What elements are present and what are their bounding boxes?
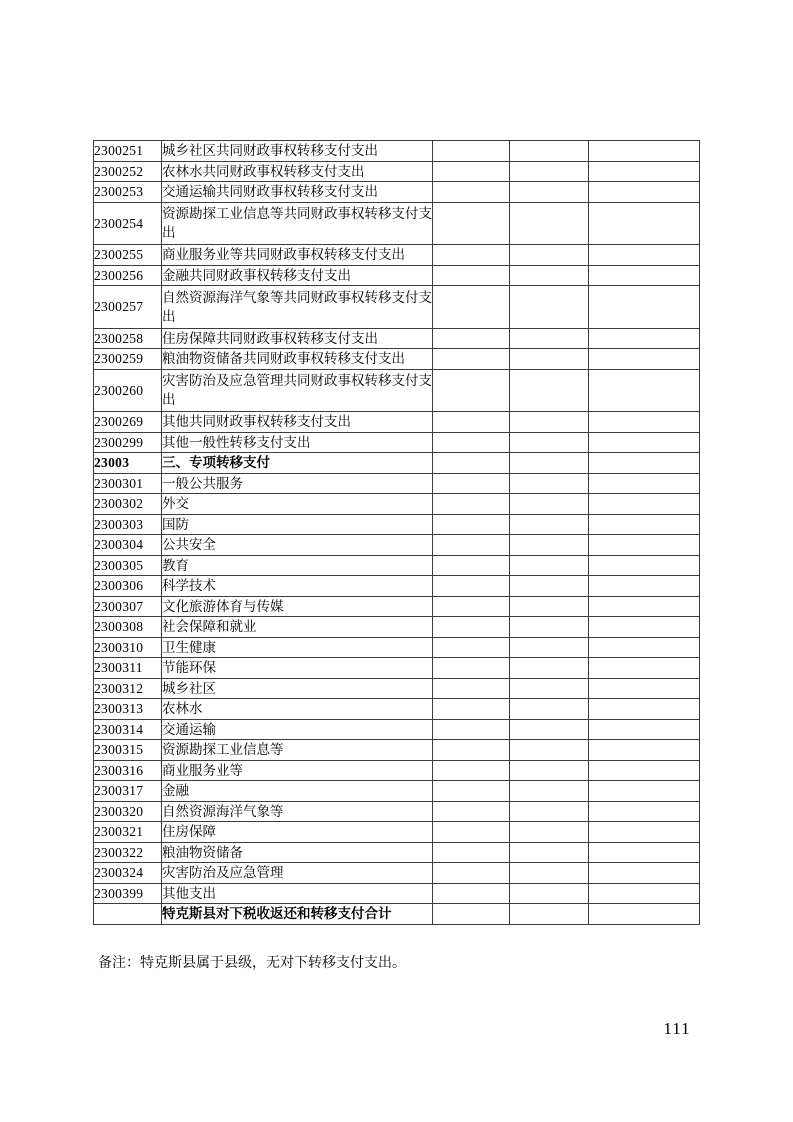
table-row (94, 141, 700, 162)
value-cell (589, 740, 700, 761)
value-cell (433, 678, 510, 699)
table-row (94, 719, 700, 740)
value-cell (433, 842, 510, 863)
table-row (94, 286, 700, 329)
description-cell: 金融共同财政事权转移支付支出 (162, 265, 433, 286)
value-cell (510, 576, 589, 597)
value-cell (510, 494, 589, 515)
value-cell (510, 637, 589, 658)
value-cell (433, 740, 510, 761)
code-cell: 2300316 (94, 760, 162, 781)
code-cell: 2300257 (94, 286, 162, 329)
table-row (94, 161, 700, 182)
table-row (94, 432, 700, 453)
table-row (94, 182, 700, 203)
description-cell: 城乡社区 (162, 678, 433, 699)
description-cell: 商业服务业等 (162, 760, 433, 781)
value-cell (589, 596, 700, 617)
value-cell (589, 286, 700, 329)
code-cell: 2300308 (94, 617, 162, 638)
value-cell (589, 719, 700, 740)
value-cell (510, 161, 589, 182)
description-cell: 粮油物资储备 (162, 842, 433, 863)
value-cell (589, 473, 700, 494)
value-cell (510, 412, 589, 433)
page-number: 111 (663, 1019, 691, 1038)
description-cell: 自然资源海洋气象等 (162, 801, 433, 822)
value-cell (510, 904, 589, 925)
value-cell (510, 473, 589, 494)
code-cell: 2300259 (94, 349, 162, 370)
value-cell (589, 412, 700, 433)
description-cell: 卫生健康 (162, 637, 433, 658)
value-cell (433, 699, 510, 720)
value-cell (589, 161, 700, 182)
description-cell: 一般公共服务 (162, 473, 433, 494)
value-cell (433, 596, 510, 617)
code-cell: 2300310 (94, 637, 162, 658)
value-cell (589, 637, 700, 658)
value-cell (589, 678, 700, 699)
value-cell (433, 349, 510, 370)
description-cell: 城乡社区共同财政事权转移支付支出 (162, 141, 433, 162)
description-cell: 外交 (162, 494, 433, 515)
code-cell: 2300252 (94, 161, 162, 182)
code-cell: 2300307 (94, 596, 162, 617)
value-cell (589, 658, 700, 679)
value-cell (589, 576, 700, 597)
value-cell (433, 369, 510, 412)
value-cell (433, 141, 510, 162)
value-cell (510, 740, 589, 761)
description-cell: 农林水 (162, 699, 433, 720)
table-row (94, 904, 700, 925)
description-cell: 节能环保 (162, 658, 433, 679)
table-row (94, 822, 700, 843)
code-cell: 2300314 (94, 719, 162, 740)
description-cell: 社会保障和就业 (162, 617, 433, 638)
value-cell (433, 904, 510, 925)
description-cell: 粮油物资储备共同财政事权转移支付支出 (162, 349, 433, 370)
value-cell (510, 453, 589, 474)
code-cell: 2300253 (94, 182, 162, 203)
value-cell (510, 801, 589, 822)
table-row (94, 369, 700, 412)
value-cell (510, 182, 589, 203)
code-cell: 2300321 (94, 822, 162, 843)
value-cell (433, 432, 510, 453)
code-cell: 2300399 (94, 883, 162, 904)
description-cell: 三、专项转移支付 (162, 453, 433, 474)
value-cell (433, 453, 510, 474)
code-cell: 2300312 (94, 678, 162, 699)
table-row (94, 883, 700, 904)
code-cell: 2300311 (94, 658, 162, 679)
value-cell (589, 245, 700, 266)
description-cell: 教育 (162, 555, 433, 576)
code-cell: 2300299 (94, 432, 162, 453)
code-cell: 2300254 (94, 202, 162, 245)
value-cell (589, 265, 700, 286)
code-cell: 2300258 (94, 328, 162, 349)
description-cell: 特克斯县对下税收返还和转移支付合计 (162, 904, 433, 925)
code-cell: 2300301 (94, 473, 162, 494)
value-cell (510, 760, 589, 781)
description-cell: 其他支出 (162, 883, 433, 904)
description-cell: 灾害防治及应急管理 (162, 863, 433, 884)
code-cell: 2300320 (94, 801, 162, 822)
code-cell: 2300324 (94, 863, 162, 884)
code-cell: 2300303 (94, 514, 162, 535)
table-row (94, 576, 700, 597)
code-cell: 2300322 (94, 842, 162, 863)
table-row (94, 412, 700, 433)
value-cell (510, 555, 589, 576)
description-cell: 自然资源海洋气象等共同财政事权转移支付支出 (162, 286, 433, 329)
value-cell (433, 576, 510, 597)
value-cell (510, 535, 589, 556)
value-cell (433, 182, 510, 203)
description-cell: 文化旅游体育与传媒 (162, 596, 433, 617)
description-cell: 交通运输 (162, 719, 433, 740)
value-cell (589, 781, 700, 802)
code-cell: 2300255 (94, 245, 162, 266)
table-row (94, 740, 700, 761)
value-cell (510, 245, 589, 266)
description-cell: 资源勘探工业信息等 (162, 740, 433, 761)
value-cell (589, 883, 700, 904)
value-cell (510, 514, 589, 535)
value-cell (589, 141, 700, 162)
value-cell (510, 328, 589, 349)
value-cell (510, 432, 589, 453)
value-cell (589, 453, 700, 474)
value-cell (510, 781, 589, 802)
value-cell (589, 432, 700, 453)
code-cell: 2300317 (94, 781, 162, 802)
value-cell (510, 719, 589, 740)
description-cell: 其他一般性转移支付支出 (162, 432, 433, 453)
value-cell (589, 617, 700, 638)
code-cell: 2300269 (94, 412, 162, 433)
footnote: 备注：特克斯县属于县级，无对下转移支付支出。 (98, 956, 406, 971)
value-cell (433, 637, 510, 658)
table-row (94, 245, 700, 266)
description-cell: 科学技术 (162, 576, 433, 597)
code-cell: 2300304 (94, 535, 162, 556)
description-cell: 金融 (162, 781, 433, 802)
value-cell (433, 514, 510, 535)
value-cell (589, 801, 700, 822)
value-cell (589, 349, 700, 370)
code-cell: 2300260 (94, 369, 162, 412)
value-cell (433, 760, 510, 781)
table-row (94, 596, 700, 617)
table-row (94, 453, 700, 474)
value-cell (433, 286, 510, 329)
description-cell: 交通运输共同财政事权转移支付支出 (162, 182, 433, 203)
table-row (94, 781, 700, 802)
value-cell (433, 781, 510, 802)
value-cell (433, 161, 510, 182)
description-cell: 住房保障 (162, 822, 433, 843)
value-cell (589, 202, 700, 245)
value-cell (589, 699, 700, 720)
table-row (94, 328, 700, 349)
value-cell (589, 904, 700, 925)
value-cell (589, 863, 700, 884)
value-cell (510, 699, 589, 720)
value-cell (510, 842, 589, 863)
description-cell: 其他共同财政事权转移支付支出 (162, 412, 433, 433)
value-cell (433, 245, 510, 266)
value-cell (510, 349, 589, 370)
table-row (94, 494, 700, 515)
table-row (94, 637, 700, 658)
value-cell (433, 328, 510, 349)
value-cell (433, 202, 510, 245)
value-cell (433, 555, 510, 576)
value-cell (433, 473, 510, 494)
code-cell: 2300306 (94, 576, 162, 597)
value-cell (589, 182, 700, 203)
table-row (94, 265, 700, 286)
table-row (94, 555, 700, 576)
code-cell: 2300315 (94, 740, 162, 761)
table-row (94, 699, 700, 720)
value-cell (433, 265, 510, 286)
value-cell (589, 328, 700, 349)
value-cell (510, 596, 589, 617)
value-cell (510, 265, 589, 286)
value-cell (510, 658, 589, 679)
code-cell (94, 904, 162, 925)
value-cell (510, 286, 589, 329)
value-cell (510, 141, 589, 162)
value-cell (589, 822, 700, 843)
value-cell (433, 412, 510, 433)
code-cell: 2300302 (94, 494, 162, 515)
description-cell: 国防 (162, 514, 433, 535)
table-row (94, 617, 700, 638)
transfer-payment-table (93, 140, 700, 925)
description-cell: 灾害防治及应急管理共同财政事权转移支付支出 (162, 369, 433, 412)
description-cell: 住房保障共同财政事权转移支付支出 (162, 328, 433, 349)
value-cell (589, 535, 700, 556)
table-row (94, 514, 700, 535)
table-row (94, 473, 700, 494)
description-cell: 商业服务业等共同财政事权转移支付支出 (162, 245, 433, 266)
value-cell (589, 514, 700, 535)
value-cell (433, 801, 510, 822)
value-cell (589, 760, 700, 781)
value-cell (510, 883, 589, 904)
code-cell: 2300256 (94, 265, 162, 286)
table-row (94, 349, 700, 370)
table-row (94, 658, 700, 679)
value-cell (433, 658, 510, 679)
value-cell (433, 822, 510, 843)
value-cell (510, 822, 589, 843)
description-cell: 资源勘探工业信息等共同财政事权转移支付支出 (162, 202, 433, 245)
table-row (94, 760, 700, 781)
code-cell: 23003 (94, 453, 162, 474)
description-cell: 公共安全 (162, 535, 433, 556)
table-row (94, 202, 700, 245)
value-cell (433, 617, 510, 638)
value-cell (589, 369, 700, 412)
code-cell: 2300313 (94, 699, 162, 720)
value-cell (433, 719, 510, 740)
value-cell (510, 369, 589, 412)
value-cell (510, 617, 589, 638)
code-cell: 2300305 (94, 555, 162, 576)
value-cell (433, 883, 510, 904)
table-row (94, 863, 700, 884)
value-cell (510, 863, 589, 884)
description-cell: 农林水共同财政事权转移支付支出 (162, 161, 433, 182)
value-cell (433, 494, 510, 515)
value-cell (433, 863, 510, 884)
value-cell (589, 494, 700, 515)
table-row (94, 535, 700, 556)
table-row (94, 842, 700, 863)
value-cell (589, 555, 700, 576)
value-cell (589, 842, 700, 863)
table-row (94, 801, 700, 822)
value-cell (510, 678, 589, 699)
code-cell: 2300251 (94, 141, 162, 162)
value-cell (510, 202, 589, 245)
table-row (94, 678, 700, 699)
value-cell (433, 535, 510, 556)
